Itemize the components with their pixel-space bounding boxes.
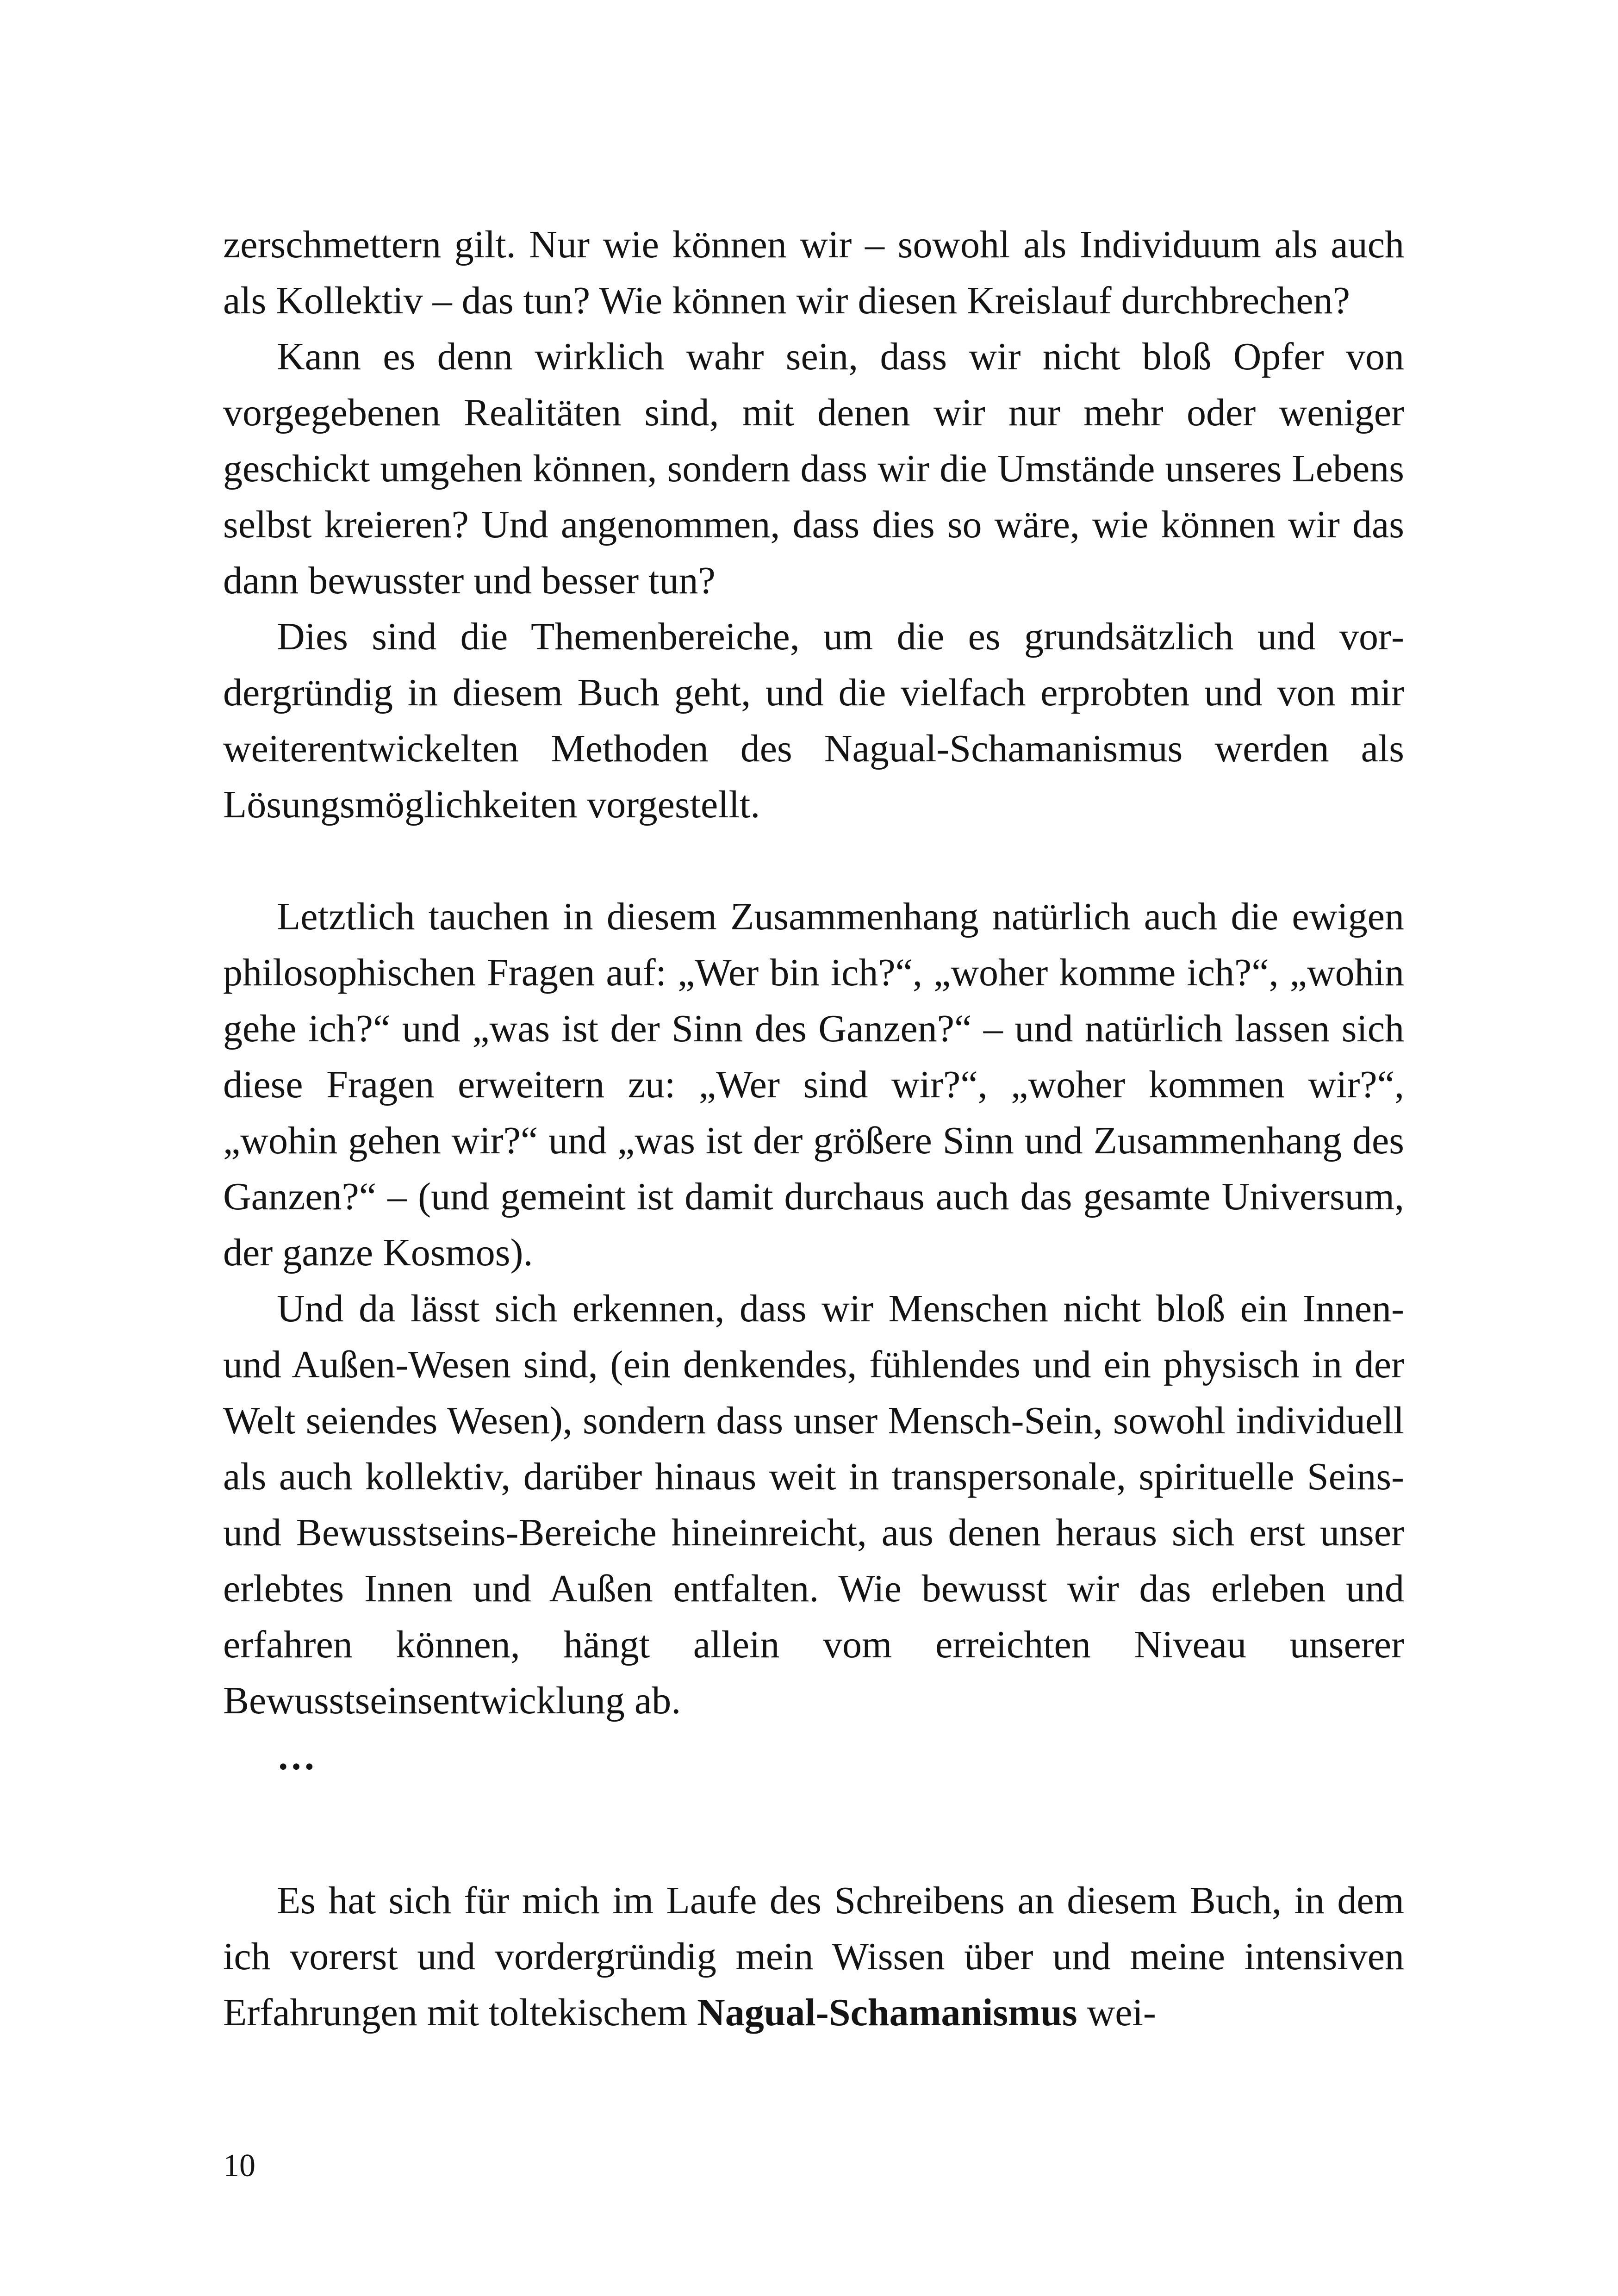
paragraph-5: Und da lässt sich erkennen, dass wir Menschen nicht bloß ein Innen- und Außen-Wesen sind, (ein denkendes, fühlendes und ein physisch in der Welt seiendes Wesen), sondern dass unser Mensch-Sein, sowohl individuell als auch kollektiv, darüber hinaus weit in transpersonale, spirituelle Seins- und Bewusstseins-Bereiche hineinreicht, aus denen heraus sich erst unser erlebtes Innen und Außen entfalten. Wie bewusst wir das erleben und erfahren können, hängt allein vom erreichten Niveau unserer Bewusstseinsentwicklung ab. bbox=[223, 1287, 1404, 1722]
paragraph-2: Kann es denn wirklich wahr sein, dass wir nicht bloß Opfer von vorgegebenen Realitäten sind, mit denen wir nur mehr oder weniger geschickt umgehen können, sondern dass wir die Umstände unseres Lebens selbst kreieren? Und angenommen, dass dies so wäre, wie können wir das dann bewusster und besser tun? bbox=[223, 335, 1404, 602]
paragraph-3: Dies sind die Themenbereiche, um die es grundsätzlich und vordergründig in diesem Buch geht, und die vielfach erprobten und von mir weiterentwickelten Methoden des Nagual-Schamanismus werden als Lösungsmöglichkeiten vorgestellt. bbox=[223, 615, 1404, 826]
paragraph-6-end: wei- bbox=[1077, 1991, 1156, 2034]
body-text bbox=[223, 217, 1404, 2041]
paragraph-6-start: Es hat sich für mich im Laufe des Schreibens an diesem Buch, in dem ich vorerst und vordergründig mein Wissen über und meine intensiven Erfahrungen mit toltekischem bbox=[223, 1879, 1404, 2034]
section-separator: … bbox=[277, 1735, 317, 1778]
paragraph-6-bold-term: Nagual-Schamanismus bbox=[697, 1991, 1077, 2034]
page-number: 10 bbox=[223, 2148, 255, 2184]
paragraph-6 bbox=[223, 1873, 1404, 2041]
paragraph-1: zerschmettern gilt. Nur wie können wir – sowohl als Individuum als auch als Kollektiv – das tun? Wie können wir diesen Kreislauf durchbrechen? bbox=[223, 223, 1404, 322]
paragraph-4: Letztlich tauchen in diesem Zusammenhang natürlich auch die ewigen philosophischen Fragen auf: „Wer bin ich?“, „woher komme ich?“, „wohin gehe ich?“ und „was ist der Sinn des Ganzen?“ – und natürlich lassen sich diese Fragen erweitern zu: „Wer sind wir?“, „woher kommen wir?“, „wohin gehen wir?“ und „was ist der größere Sinn und Zusammenhang des Ganzen?“ – (und gemeint ist damit durchaus auch das gesamte Universum, der ganze Kosmos). bbox=[223, 895, 1404, 1274]
